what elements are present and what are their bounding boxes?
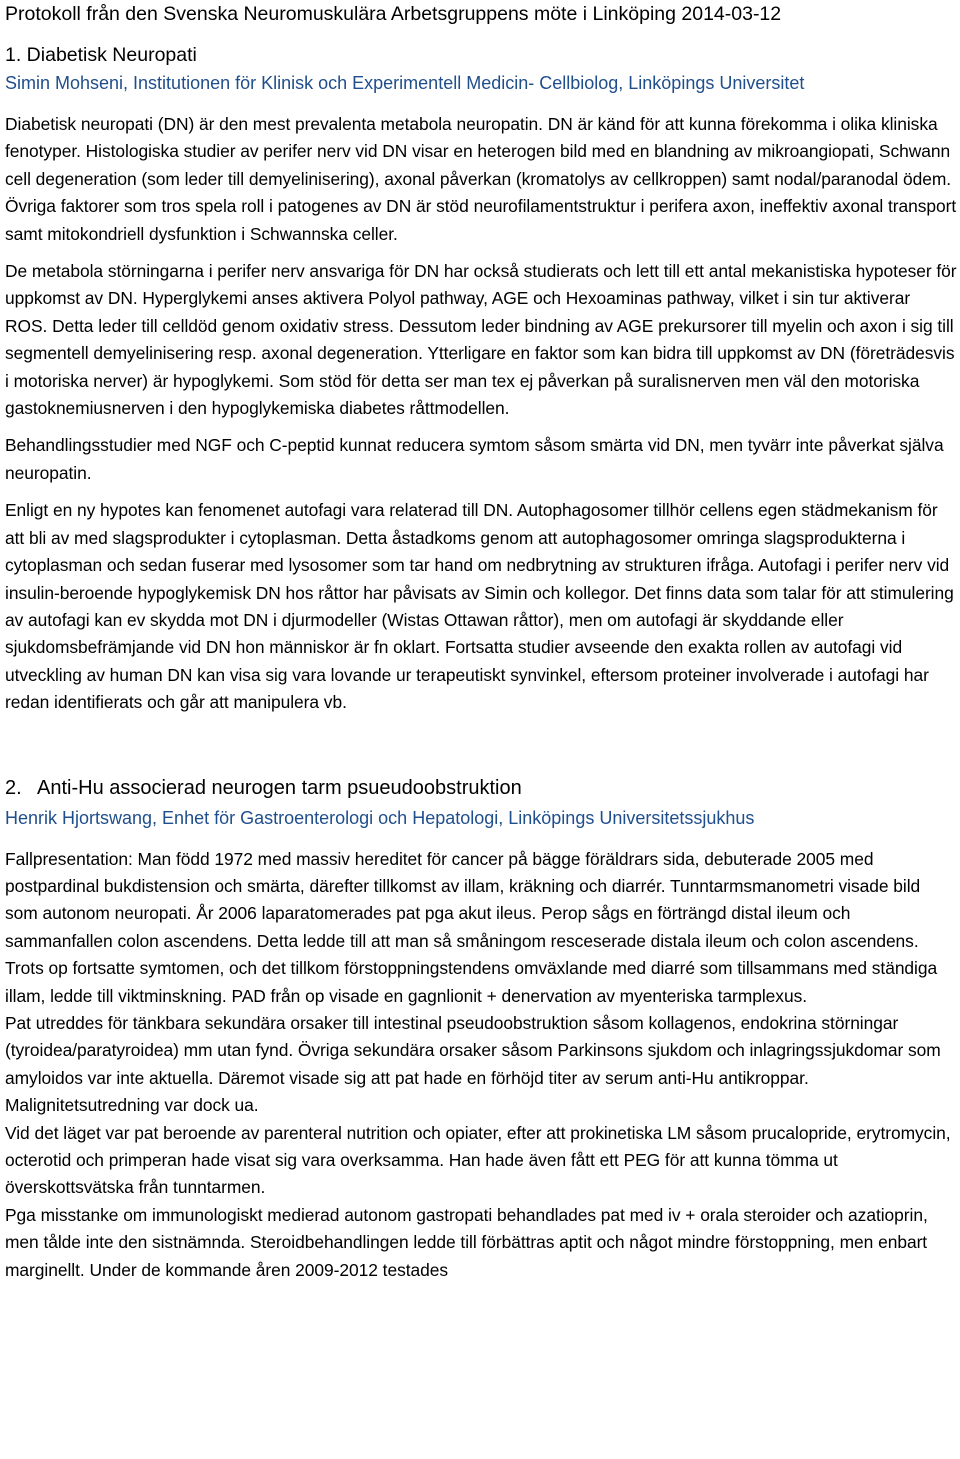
section-title: Anti-Hu associerad neurogen tarm psueudoobstruktion <box>37 776 522 799</box>
section-anti-hu <box>5 774 957 1285</box>
document-title: Protokoll från den Svenska Neuromuskulära Arbetsgruppens möte i Linköping 2014-03-12 <box>5 3 782 25</box>
paragraph: Vid det läget var pat beroende av parenteral nutrition och opiater, efter att prokinetiska LM såsom prucalopride, erytromycin, octerotid och primperan hade visat sig vara overksamma. Han hade även fått ett PEG för att kunna tömma ut överskottsvätska från tunntarmen. <box>5 1122 951 1198</box>
section-number: 2. <box>5 776 22 799</box>
paragraph: Behandlingsstudier med NGF och C-peptid kunnat reducera symtom såsom smärta vid DN, men tyvärr inte påverkat själva neuropatin. <box>5 435 944 483</box>
paragraph: Pga misstanke om immunologiskt medierad autonom gastropati behandlades pat med iv + orala steroider och azatioprin, men tålde inte den sistnämnda. Steroidbehandlingen ledde till förbättras aptit och något mindre förstoppning, men enbart marginellt. Under de kommande åren 2009-2012 testades <box>5 1204 928 1280</box>
section-diabetic-neuropathy <box>5 42 957 717</box>
paragraph: De metabola störningarna i perifer nerv ansvariga för DN har också studierats och lett till ett antal mekanistiska hypoteser för uppkomst av DN. Hyperglykemi anses aktivera Polyol pathway, AGE och Hexoaminas pathway, vilket i sin tur aktiverar ROS. Detta leder till celldöd genom oxidativ stress. Dessutom leder bindning av AGE prekursorer till myelin och axon i sig till segmentell demyelinisering resp. axonal degeneration. Ytterligare en faktor som kan bidra till uppkomst av DN (företrädesvis i motoriska nerver) är hypoglykemi. Som stöd för detta ser man tex ej påverkan på suralisnerven men väl den motoriska gastoknemiusnerven i den hypoglykemiska diabetes råttmodellen. <box>5 261 957 419</box>
section-heading <box>5 774 957 802</box>
section-heading: 1. Diabetisk Neuropati <box>5 44 197 66</box>
document-page <box>5 0 957 1284</box>
paragraph: Fallpresentation: Man född 1972 med massiv hereditet för cancer på bägge föräldrars sida, debuterade 2005 med postpardinal bukdistension och smärta, därefter tillkomst av illam, kräkning och diarrér. Tunntarmsmanometri visade bild som autonom neuropati. År 2006 laparatomerades pat pga akut ileus. Perop sågs en förträngd distal ileum och sammanfallen colon ascendens. Detta ledde till att man så småningom resceserade distala ileum och colon ascendens. Trots op fortsatte symtomen, och det tillkom förstoppningstendens omväxlande med diarré som tillsammans med ständiga illam, ledde till viktminskning. PAD från op visade en gagnlionit + denervation av myenteriska tarmplexus. <box>5 848 938 1006</box>
paragraph: Pat utreddes för tänkbara sekundära orsaker till intestinal pseudoobstruktion såsom kollagenos, endokrina störningar (tyroidea/paratyroidea) mm utan fynd. Övriga sekundära orsaker såsom Parkinsons sjukdom och inlagringssjukdomar som amyloidos var inte aktuella. Däremot visade sig att pat hade en förhöjd titer av serum anti-Hu antikroppar. Malignitetsutredning var dock ua. <box>5 1012 941 1116</box>
paragraph: Enligt en ny hypotes kan fenomenet autofagi vara relaterad till DN. Autophagosomer tillhör cellens egen städmekanism för att bli av med slagsprodukter i cytoplasman. Detta åstadkoms genom att autophagosomer omringa slagsprodukterna i cytoplasman och sedan fuserar med lysosomer som tar hand om nedbrytning av strukturen ifråga. Autofagi i perifer nerv vid insulin-beroende hypoglykemisk DN hos råttor har påvisats av Simin och kollegor. Det finns data som talar för att stimulering av autofagi kan ev skydda mot DN i djurmodeller (Wistas Ottawan råttor), men om autofagi är skyddande eller sjukdomsbefrämjande vid DN hon människor är fn oklart. Fortsatta studier avseende den exakta rollen av autofagi vid utveckling av human DN kan visa sig vara lovande ur terapeutiskt synvinkel, eftersom proteiner involverade i autofagi har redan identifierats och går att manipulera vb. <box>5 500 954 713</box>
paragraph: Diabetisk neuropati (DN) är den mest prevalenta metabola neuropatin. DN är känd för att kunna förekomma i olika kliniska fenotyper. Histologiska studier av perifer nerv vid DN visar en heterogen bild med en blandning av mikroangiopati, Schwann cell degeneration (som leder till demyelinisering), axonal påverkan (kromatolys av cellkroppen) samt nodal/paranodal ödem. Övriga faktorer som tros spela roll i patogenes av DN är stöd neurofilamentstruktur i perifera axon, ineffektiv axonal transport samt mitokondriell dysfunktion i Schwannska celler. <box>5 114 957 244</box>
section-author: Henrik Hjortswang, Enhet för Gastroenterologi och Hepatologi, Linköpings Universitetssjukhus <box>5 807 755 828</box>
section-author: Simin Mohseni, Institutionen för Klinisk och Experimentell Medicin- Cellbiolog, Linköpings Universitet <box>5 73 805 93</box>
